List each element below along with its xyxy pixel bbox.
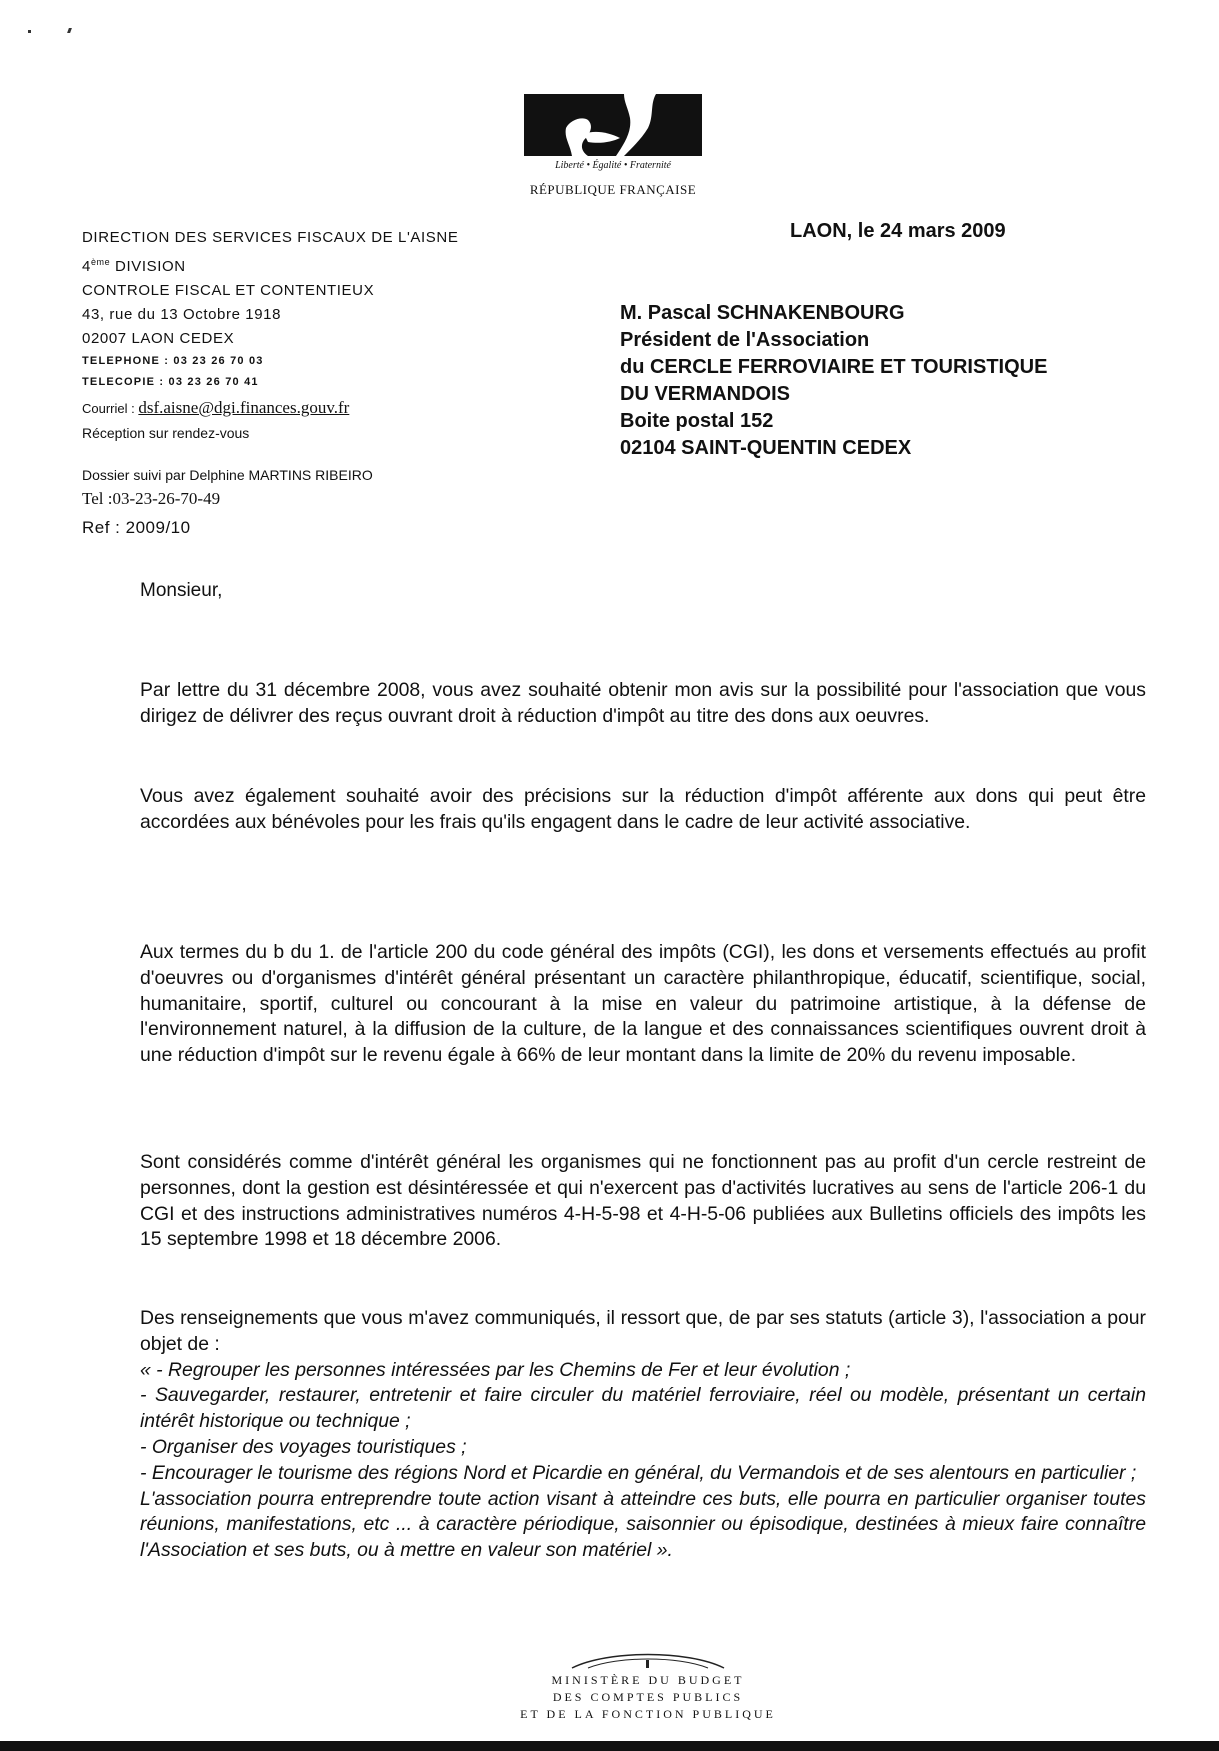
body-paragraph: Aux termes du b du 1. de l'article 200 du code général des impôts (CGI), les dons et versements effectués au profit d'oeuvres ou d'organismes d'intérêt général présentant un caractère philanthropique, éducatif, scientifique, social, humanitaire, sportif, culturel ou concourant à la mise en valeur du patrimoine artistique, à la défense de l'environnement naturel, à la diffusion de la culture, de la langue et des connaissances scientifiques ouvrent droit à une réduction d'impôt sur le revenu égale à 66% de leur montant dans la limite de 20% du revenu imposable. bbox=[140, 941, 1146, 1067]
dossier-phone: Tel :03-23-26-70-49 bbox=[82, 489, 221, 508]
recipient-line: M. Pascal SCHNAKENBOURG bbox=[620, 302, 905, 324]
scan-bottom-edge bbox=[0, 1741, 1219, 1751]
recipient-line: Président de l'Association bbox=[620, 329, 870, 351]
marianne-logo bbox=[524, 94, 702, 204]
division-number: 4 bbox=[82, 258, 91, 275]
recipient-line: du CERCLE FERROVIAIRE ET TOURISTIQUE bbox=[620, 356, 1048, 378]
sender-address-city: 02007 LAON CEDEX bbox=[82, 330, 235, 347]
sender-direction: DIRECTION DES SERVICES FISCAUX DE L'AISNE bbox=[82, 229, 459, 246]
sender-division bbox=[82, 250, 458, 279]
ministry-line: ET DE LA FONCTION PUBLIQUE bbox=[520, 1707, 776, 1721]
sender-telephone: TELEPHONE : 03 23 26 70 03 bbox=[82, 355, 264, 367]
statutes-item: L'association pourra entreprendre toute action visant à atteindre ces buts, elle pourra en particulier organiser toutes réunions, manifestations, etc ... à caractère périodique, saisonnier ou épisodique, destinées à mieux faire connaître l'Association et ses buts, ou à mettre en valeur son matériel ». bbox=[140, 1487, 1146, 1562]
body-paragraph: Vous avez également souhaité avoir des précisions sur la réduction d'impôt afférente aux dons qui peut être accordées aux bénévoles pour les frais qu'ils engagent dans le cadre de leur activité associative. bbox=[140, 785, 1146, 833]
scan-mark bbox=[67, 28, 72, 33]
sender-telecopie: TELECOPIE : 03 23 26 70 41 bbox=[82, 376, 259, 388]
statutes-item: - Organiser des voyages touristiques ; bbox=[140, 1435, 467, 1458]
letter-date: LAON, le 24 mars 2009 bbox=[790, 220, 1006, 242]
sender-email-row bbox=[82, 396, 458, 421]
sender-reception: Réception sur rendez-vous bbox=[82, 425, 250, 441]
recipient-line: 02104 SAINT-QUENTIN CEDEX bbox=[620, 437, 912, 459]
marianne-profile-icon bbox=[524, 94, 702, 156]
statutes-item: - Sauvegarder, restaurer, entretenir et faire circuler du matériel ferroviaire, réel ou modèle, présentant un certain intérêt historique ou technique ; bbox=[140, 1384, 1146, 1433]
ministry-line: MINISTÈRE DU BUDGET bbox=[551, 1673, 745, 1687]
sender-block bbox=[82, 226, 458, 511]
recipient-line: Boite postal 152 bbox=[620, 410, 774, 432]
statutes-intro: Des renseignements que vous m'avez communiqués, il ressort que, de par ses statuts (article 3), l'association a pour objet de : bbox=[140, 1307, 1146, 1355]
ministry-emblem-icon bbox=[568, 1646, 728, 1672]
ministry-line: DES COMPTES PUBLICS bbox=[552, 1690, 744, 1704]
dossier-contact: Dossier suivi par Delphine MARTINS RIBEIRO bbox=[82, 467, 373, 483]
recipient-block bbox=[620, 300, 1047, 462]
statutes-item: « - Regrouper les personnes intéressées par les Chemins de Fer et leur évolution ; bbox=[140, 1358, 851, 1381]
republic-motto: Liberté • Égalité • Fraternité bbox=[555, 160, 671, 171]
ministry-footer bbox=[520, 1672, 776, 1723]
republic-name: RÉPUBLIQUE FRANÇAISE bbox=[529, 182, 697, 197]
division-superscript: ème bbox=[90, 257, 111, 267]
reference: Ref : 2009/10 bbox=[82, 518, 191, 537]
email-link[interactable]: dsf.aisne@dgi.finances.gouv.fr bbox=[138, 398, 350, 417]
body-paragraph: Sont considérés comme d'intérêt général les organismes qui ne fonctionnent pas au profit d'un cercle restreint de personnes, dont la gestion est désintéressée et qui n'exercent pas d'activités lucratives au sens de l'article 206-1 du CGI et des instructions administratives numéros 4-H-5-98 et 4-H-5-06 publiées aux Bulletins officiels des impôts les 15 septembre 1998 et 18 décembre 2006. bbox=[140, 1151, 1146, 1251]
division-word: DIVISION bbox=[110, 258, 186, 275]
statutes-item: - Encourager le tourisme des régions Nord et Picardie en général, du Vermandois et de ses alentours en particulier ; bbox=[140, 1461, 1137, 1484]
recipient-line: DU VERMANDOIS bbox=[620, 383, 791, 405]
body-paragraph: Par lettre du 31 décembre 2008, vous avez souhaité obtenir mon avis sur la possibilité pour l'association que vous dirigez de délivrer des reçus ouvrant droit à réduction d'impôt au titre des dons aux oeuvres. bbox=[140, 679, 1146, 727]
scan-mark bbox=[28, 30, 31, 33]
body-paragraph-statutes bbox=[140, 1306, 1146, 1564]
sender-service: CONTROLE FISCAL ET CONTENTIEUX bbox=[82, 282, 375, 299]
sender-address-street: 43, rue du 13 Octobre 1918 bbox=[82, 306, 282, 323]
salutation: Monsieur, bbox=[140, 580, 223, 601]
email-label: Courriel : bbox=[82, 401, 139, 416]
